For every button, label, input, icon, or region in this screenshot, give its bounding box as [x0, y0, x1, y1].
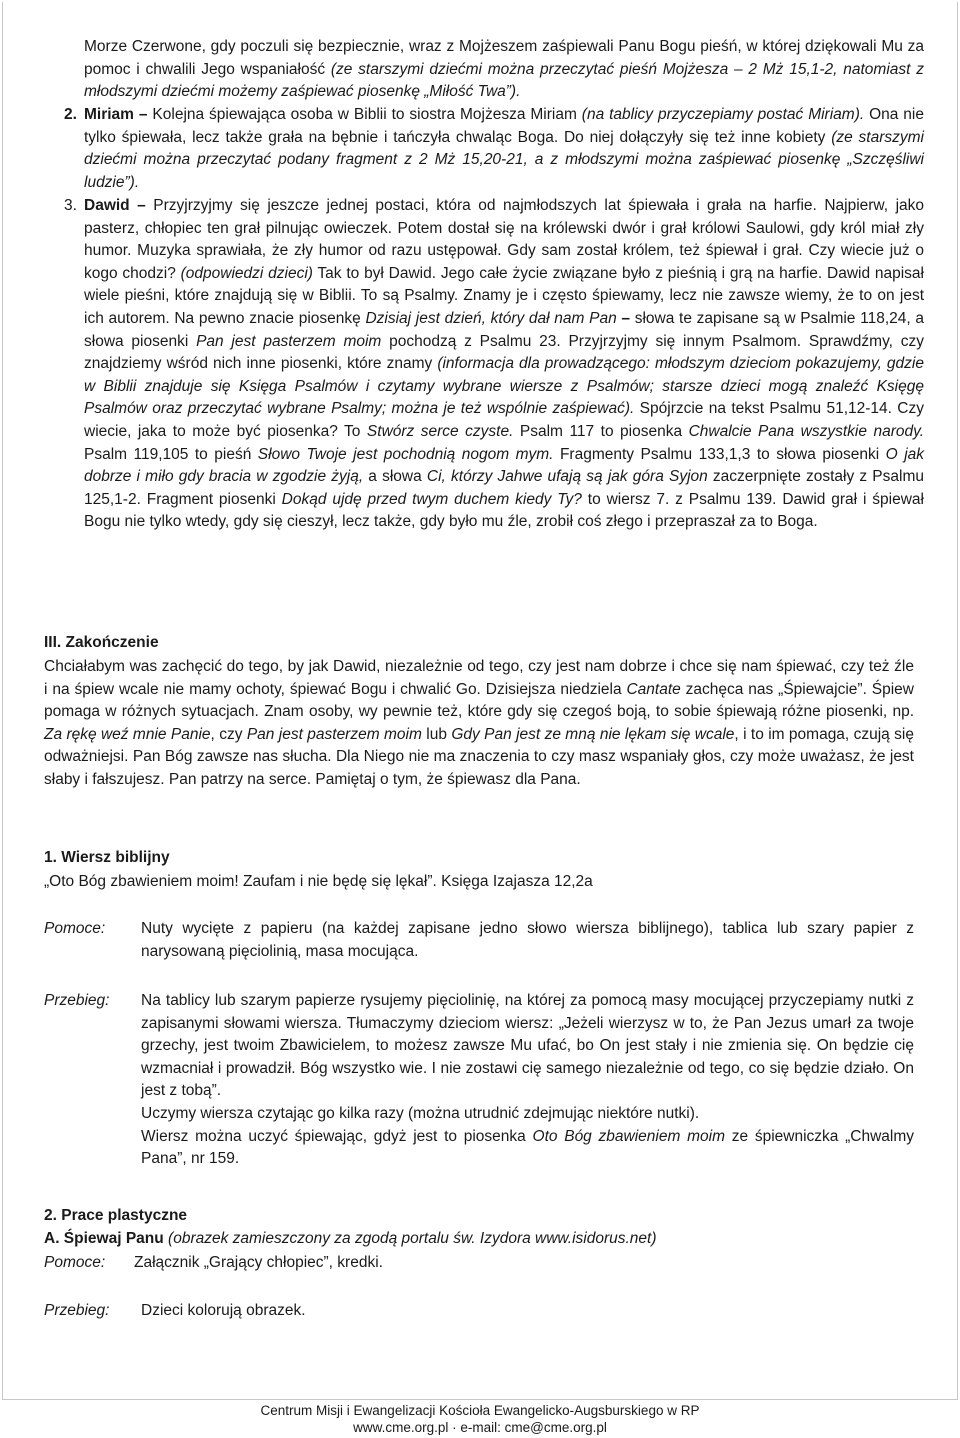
przebieg-label: Przebieg:	[44, 992, 110, 1009]
section-heading-zakonczenie: III. Zakończenie	[44, 634, 159, 651]
verse-text: „Oto Bóg zbawieniem moim! Zaufam i nie będę się lękał”. Księga Izajasza 12,2a	[44, 873, 593, 890]
intro-paragraph: Morze Czerwone, gdy poczuli się bezpiecznie, wraz z Mojżeszem zaśpiewali Panu Bogu pieśń, w której dziękowali Mu za pomoc i chwalili Jego wspaniałość (ze starszymi dziećmi można przeczytać pieśń Mojżesza – 2 Mż 15,1-2, natomiast z młodszymi dziećmi możemy zaśpiewać piosenkę „Miłość Twa”).	[84, 38, 924, 101]
footer	[0, 1402, 960, 1436]
verse-heading: 1. Wiersz biblijny	[44, 849, 170, 866]
conclusion-paragraph: Chciałabym was zachęcić do tego, by jak Dawid, niezależnie od tego, czy jest nam dobrze i chce się nam śpiewać, czy też źle i na śpiew wcale nie mamy ochoty, śpiewać Bogu i chwalić Go. Dzisiejsza niedziela Cantate zachęca nas „Śpiewajcie”. Śpiew pomaga w różnych sytuacjach. Znam osoby, wy pewnie też, które gdy się czegoś boją, to sobie śpiewają różne piosenki, np. Za rękę weź mnie Panie, czy Pan jest pasterzem moim lub Gdy Pan jest ze mną nie lękam się wcale, i to im pomaga, czują się odważniejsi. Pan Bóg zawsze nas słucha. Dla Niego nie ma znaczenia to czy masz wspaniały głos, czy może uważasz, że jest słaby i fałszujesz. Pan patrzy na serce. Pamiętaj o tym, że śpiewasz dla Pana.	[44, 658, 914, 788]
item-miriam	[64, 104, 924, 194]
item-miriam-text: Miriam – Kolejna śpiewająca osoba w Biblii to siostra Mojżesza Miriam (na tablicy przyczepiamy postać Miriam). Ona nie tylko śpiewała, lecz także grała na bębnie i tańczyła chwaląc Boga. Do niej dołączyły się też inne kobiety (ze starszymi dziećmi można przeczytać podany fragment z 2 Mż 15,20-21, a z młodszymi można zaśpiewać piosenkę „Szczęśliwi ludzie”).	[84, 106, 924, 191]
item-dawid	[64, 195, 924, 534]
crafts-heading: 2. Prace plastyczne	[44, 1207, 188, 1224]
pomoce-text: Załącznik „Grający chłopiec”, kredki.	[134, 1254, 383, 1271]
crafts-przebieg-row	[44, 1300, 914, 1323]
verse-pomoce-row	[44, 918, 914, 964]
przebieg-label: Przebieg:	[44, 1302, 110, 1319]
item-number: 3.	[64, 197, 77, 214]
item-number: 2.	[64, 106, 77, 123]
crafts-a-line: A. Śpiewaj Panu (obrazek zamieszczony za zgodą portalu św. Izydora www.isidorus.net)	[44, 1230, 657, 1247]
footer-organization: Centrum Misji i Ewangelizacji Kościoła Ewangelicko-Augsburskiego w RP	[260, 1403, 700, 1418]
item-dawid-text: Dawid – Przyjrzyjmy się jeszcze jednej postaci, która od najmłodszych lat śpiewała i grała na harfie. Najpierw, jako pasterz, chłopiec ten grał pilnując owieczek. Potem dostał się na królewski dwór i grał królowi Saulowi, gdy król miał zły humor. Muzyka sprawiała, że zły humor od razu ustępował. Gdy sam został królem, też śpiewał i grał. Czy wiecie już o kogo chodzi? (odpowiedzi dzieci) Tak to był Dawid. Jego całe życie związane było z pieśnią i grą na harfie. Dawid napisał wiele pieśni, które znajdują się w Biblii. To są Psalmy. Znamy je i często śpiewamy, lecz nie zawsze wiemy, że to on jest ich autorem. Na pewno znacie piosenkę Dzisiaj jest dzień, który dał nam Pan – słowa te zapisane są w Psalmie 118,24, a słowa piosenki Pan jest pasterzem moim pochodzą z Psalmu 23. Przyjrzyjmy się innym Psalmom. Sprawdźmy, czy znajdziemy wśród nich inne piosenki, które znamy (informacja dla prowadzącego: młodszym dzieciom pokazujemy, gdzie w Biblii znajduje się Księga Psalmów i czytamy wybrane wiersze z Psalmów; starsze dzieci mogą znaleźć Księgę Psalmów oraz przeczytać wybrane Psalmy; można je też wspólnie zaśpiewać). Spójrzcie na tekst Psalmu 51,12-14. Czy wiecie, jaka to może być piosenka? To Stwórz serce czyste. Psalm 117 to piosenka Chwalcie Pana wszystkie narody. Psalm 119,105 to pieśń Słowo Twoje jest pochodnią nogom mym. Fragmenty Psalmu 133,1,3 to słowa piosenki O jak dobrze i miło gdy bracia w zgodzie żyją, a słowa Ci, którzy Jahwe ufają są jak góra Syjon zaczerpnięte zostały z Psalmu 125,1-2. Fragment piosenki Dokąd ujdę przed twym duchem kiedy Ty? to wiersz 7. z Psalmu 139. Dawid grał i śpiewał Bogu nie tylko wtedy, gdy się cieszył, lecz także, gdy było mu źle, zrobił coś złego i przepraszał za to Boga.	[84, 197, 925, 531]
przebieg-text: Na tablicy lub szarym papierze rysujemy pięciolinię, na której za pomocą masy mocującej przyczepiamy nutki z zapisanymi słowami wiersza. Tłumaczymy dzieciom wiersz: „Jeżeli wierzysz w to, że Pan Jezus umarł za twoje grzechy, jest twoim Zbawicielem, to możesz zawsze Mu ufać, bo On jest stały i nie zmienia się. On będzie cię wzmacniał i prowadził. Bóg wszystko wie. I nie zostawi cię samego niezależnie od tego, co się będzie działo. On jest z tobą”. Uczymy wiersza czytając go kilka razy (można utrudnić zdejmując niektóre nutki). Wiersz można uczyć śpiewając, gdyż jest to piosenka Oto Bóg zbawieniem moim ze śpiewniczka „Chwalmy Pana”, nr 159.	[141, 992, 915, 1168]
section2-block	[84, 36, 924, 104]
footer-contact: www.cme.org.pl · e-mail: cme@cme.org.pl	[353, 1420, 607, 1435]
verse-przebieg-row	[44, 990, 914, 1180]
pomoce-text: Nuty wycięte z papieru (na każdej zapisane jedno słowo wiersza biblijnego), tablica lub szary papier z narysowaną pięciolinią, masa mocująca.	[141, 920, 914, 960]
pomoce-label: Pomoce:	[44, 1254, 106, 1271]
crafts-pomoce-row	[44, 1252, 914, 1275]
pomoce-label: Pomoce:	[44, 920, 106, 937]
przebieg-text: Dzieci kolorują obrazek.	[141, 1302, 306, 1319]
